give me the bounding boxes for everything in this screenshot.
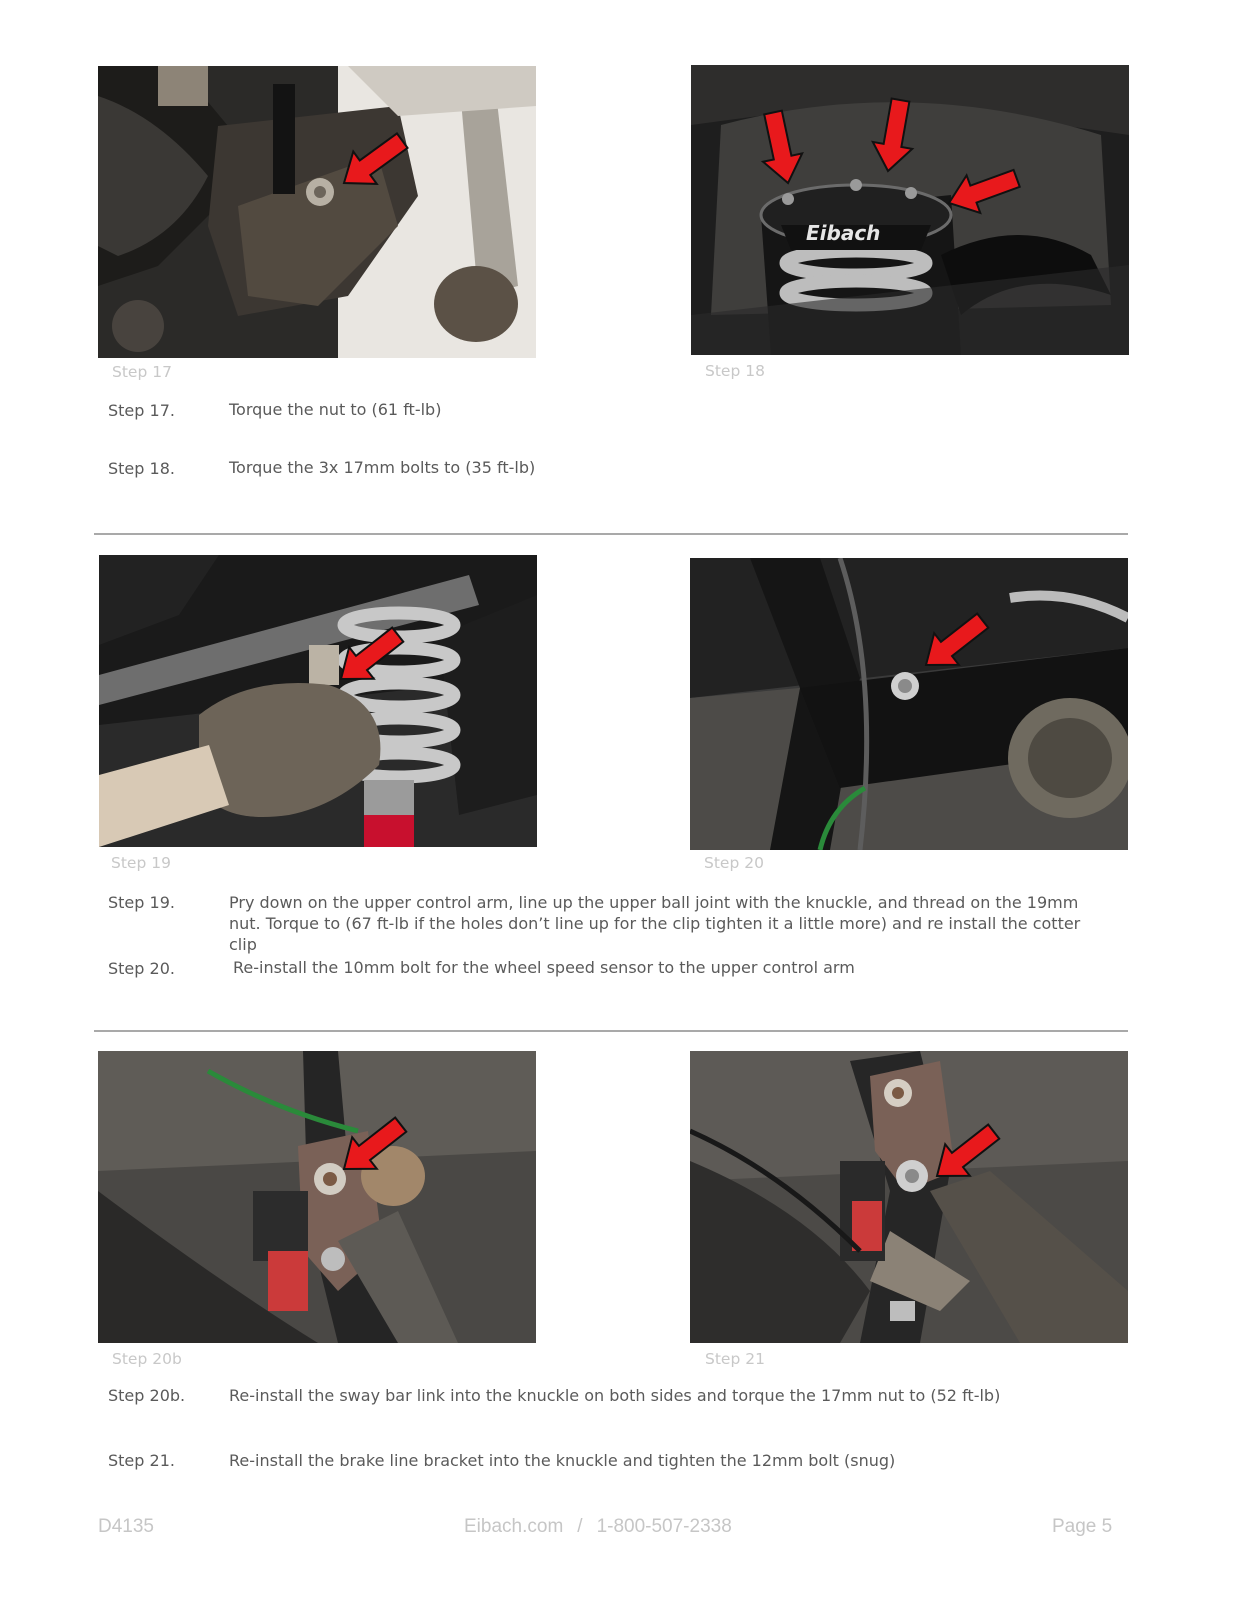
photo-caption: Step 18 bbox=[705, 362, 765, 380]
step-instruction: Pry down on the upper control arm, line up the upper ball joint with the knuckle, and thread on the 19mm nut. Torque to (67 ft-lb if the holes don’t line up for the clip tighten it a little more) and re install the cotter clip bbox=[229, 893, 1081, 954]
step-21-photo bbox=[690, 1051, 1128, 1343]
footer-phone: 1-800-507-2338 bbox=[596, 1516, 732, 1537]
photo-caption: Step 20b bbox=[112, 1350, 182, 1368]
step-instruction: Torque the nut to (61 ft-lb) bbox=[229, 400, 442, 419]
step-20b-photo bbox=[98, 1051, 536, 1343]
step-label: Step 20b. bbox=[108, 1386, 186, 1405]
step-18-photo bbox=[691, 65, 1129, 355]
step-instruction: Re-install the 10mm bolt for the wheel speed sensor to the upper control arm bbox=[233, 958, 855, 977]
footer-doc-id: D4135 bbox=[98, 1516, 154, 1537]
section-divider bbox=[94, 533, 1128, 535]
step-instruction: Torque the 3x 17mm bolts to (35 ft-lb) bbox=[229, 458, 536, 477]
footer-page-number: Page 5 bbox=[1052, 1516, 1113, 1537]
step-17-photo bbox=[98, 66, 536, 358]
step-label: Step 18. bbox=[108, 459, 175, 478]
step-19-photo bbox=[99, 555, 537, 847]
step-instruction: Re-install the brake line bracket into the knuckle and tighten the 12mm bolt (snug) bbox=[229, 1451, 896, 1470]
photo-caption: Step 17 bbox=[112, 363, 172, 381]
step-label: Step 21. bbox=[108, 1451, 175, 1470]
section-divider bbox=[94, 1030, 1128, 1032]
photo-caption: Step 19 bbox=[111, 854, 171, 872]
step-label: Step 19. bbox=[108, 893, 175, 912]
step-label: Step 20. bbox=[108, 959, 175, 978]
step-20-photo bbox=[690, 558, 1128, 850]
photo-caption: Step 21 bbox=[705, 1350, 765, 1368]
footer-contact bbox=[464, 1516, 732, 1538]
footer-separator: / bbox=[577, 1516, 583, 1537]
step-instruction: Re-install the sway bar link into the knuckle on both sides and torque the 17mm nut to (52 ft-lb) bbox=[229, 1386, 1001, 1405]
step-label: Step 17. bbox=[108, 401, 175, 420]
photo-caption: Step 20 bbox=[704, 854, 764, 872]
footer-website: Eibach.com bbox=[464, 1516, 564, 1537]
eibach-logo: Eibach bbox=[806, 221, 881, 245]
